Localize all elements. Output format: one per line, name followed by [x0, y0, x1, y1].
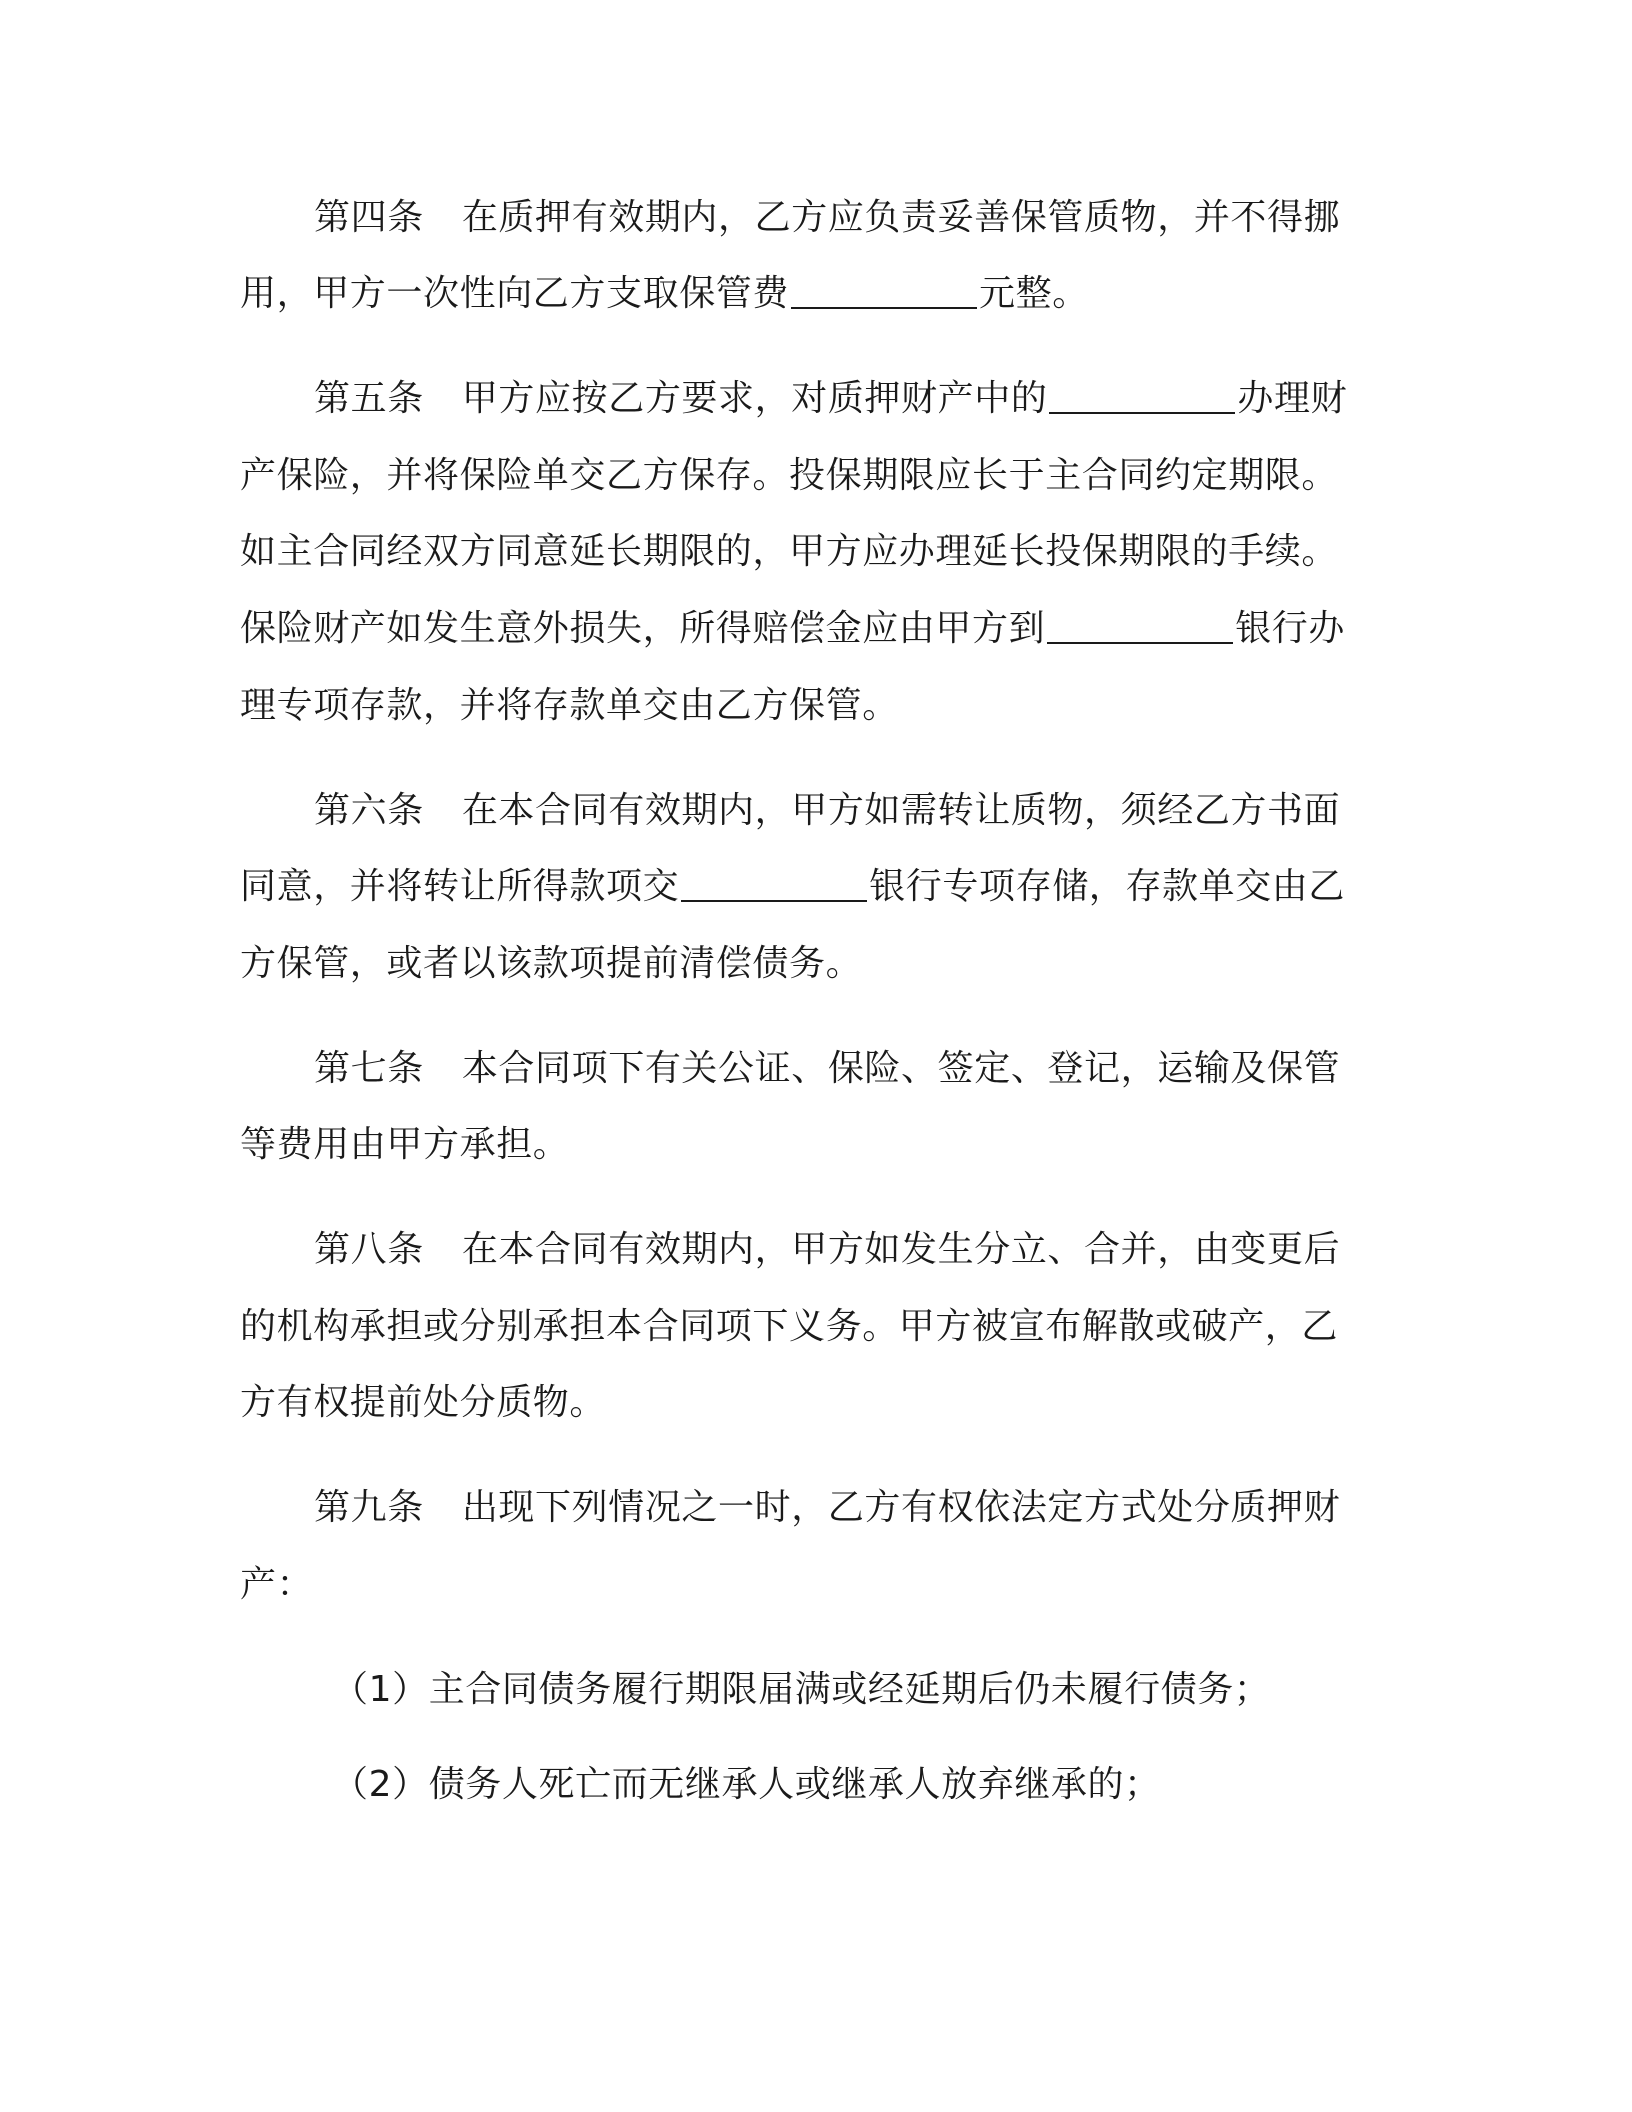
article7-text: 等费用由甲方承担。 — [240, 1124, 570, 1165]
article6-line-1 — [240, 786, 1430, 836]
article6-text: 同意，并将转让所得款项交 — [240, 866, 680, 907]
article9-line-1 — [240, 1483, 1430, 1533]
article7-line-2 — [240, 1120, 1356, 1170]
article5-line-3 — [240, 527, 1356, 577]
article8-line-1 — [240, 1225, 1430, 1275]
article6-number: 第六条 — [314, 790, 424, 831]
fill-blank-bank-name[interactable] — [1047, 604, 1233, 644]
article5-line-5 — [240, 681, 1356, 731]
fill-blank-insured-property[interactable] — [1049, 374, 1235, 414]
fill-blank-bank-name[interactable] — [681, 862, 867, 902]
article8-text: 在本合同有效期内，甲方如发生分立、合并，由变更后 — [461, 1229, 1341, 1270]
article6-line-3 — [240, 939, 1356, 989]
article5-text: 理专项存款，并将存款单交由乙方保管。 — [240, 685, 899, 726]
article8-text: 的机构承担或分别承担本合同项下义务。甲方被宣布解散或破产，乙 — [240, 1306, 1339, 1347]
list-item — [240, 1760, 1448, 1810]
article5-text: 银行办 — [1235, 608, 1346, 649]
article5-line-1 — [240, 374, 1430, 424]
article5-line-2 — [240, 451, 1356, 501]
article5-text: 如主合同经双方同意延长期限的，甲方应办理延长投保期限的手续。 — [240, 531, 1339, 572]
article8-line-2 — [240, 1302, 1356, 1352]
article4-text: 在质押有效期内，乙方应负责妥善保管质物，并不得挪 — [461, 197, 1341, 238]
article8-number: 第八条 — [314, 1229, 424, 1270]
article7-line-1 — [240, 1044, 1430, 1094]
article9-text: 产： — [240, 1564, 314, 1605]
article6-text: 方保管，或者以该款项提前清偿债务。 — [240, 943, 863, 984]
article8-text: 方有权提前处分质物。 — [240, 1382, 607, 1423]
article4-number: 第四条 — [314, 197, 424, 238]
article4-text: 用，甲方一次性向乙方支取保管费 — [240, 273, 790, 314]
article6-line-2 — [240, 862, 1356, 912]
article5-text: 办理财 — [1237, 378, 1348, 419]
article4-line-2 — [240, 269, 1356, 319]
article5-line-4 — [240, 604, 1356, 654]
article4-text: 元整。 — [979, 273, 1089, 314]
article5-text: 保险财产如发生意外损失，所得赔偿金应由甲方到 — [240, 608, 1046, 649]
article5-number: 第五条 — [314, 378, 424, 419]
list-item-text: （2）债务人死亡而无继承人或继承人放弃继承的； — [332, 1764, 1161, 1805]
fill-blank-storage-fee[interactable] — [791, 269, 977, 309]
article8-line-3 — [240, 1378, 1356, 1428]
list-item — [240, 1665, 1448, 1715]
article5-text: 产保险，并将保险单交乙方保存。投保期限应长于主合同约定期限。 — [240, 455, 1339, 496]
article7-text: 本合同项下有关公证、保险、签定、登记，运输及保管 — [461, 1048, 1341, 1089]
article7-number: 第七条 — [314, 1048, 424, 1089]
article5-text: 甲方应按乙方要求，对质押财产中的 — [461, 378, 1048, 419]
article4-line-1 — [240, 193, 1430, 243]
article6-text: 在本合同有效期内，甲方如需转让质物，须经乙方书面 — [461, 790, 1341, 831]
article9-number: 第九条 — [314, 1487, 424, 1528]
article9-text: 出现下列情况之一时，乙方有权依法定方式处分质押财 — [461, 1487, 1341, 1528]
article9-line-2 — [240, 1560, 1356, 1610]
list-item-text: （1）主合同债务履行期限届满或经延期后仍未履行债务； — [332, 1669, 1271, 1710]
article6-text: 银行专项存储，存款单交由乙 — [869, 866, 1346, 907]
